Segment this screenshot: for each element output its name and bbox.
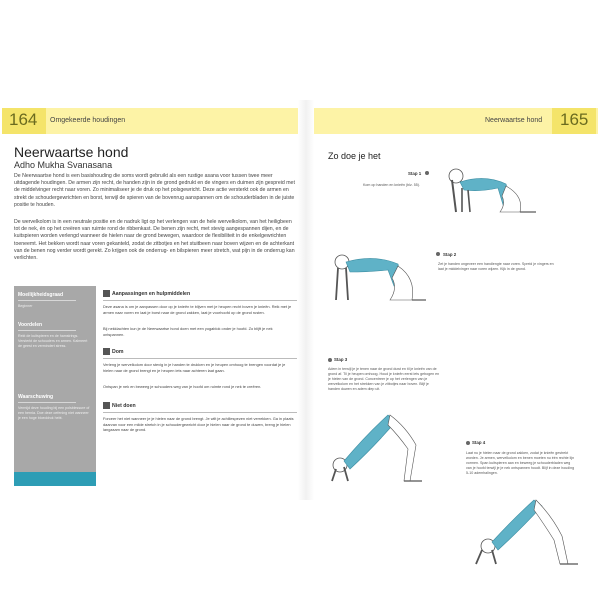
left-page-number: 164 bbox=[9, 110, 38, 129]
intro-paragraph-2: De wervelkolom is in een neutrale positie en de nadruk ligt op het verlengen van de hele wervelkolom, van het heiligbeen tot de nek, én op het creëren van ruimte rond de ribbenkast. De benen zijn recht, met stevig aangespannen dijen, en de kuitspieren worden verlengd wanneer de hielen naar de grond bewegen, waardoor de flexibiliteit in de enkelgewrichten toeneemt. Het bekken wordt naar voren gekanteld, zodat de zitbotjes en het stuitbeen naar boven wijzen en de achterkant van de benen nog verder wordt gerekt. Zo krijgen ook de onderrug- en bilspieren meer stretch, wat pijn in de onderrug kan verlichten. bbox=[14, 219, 295, 262]
step-1-dot bbox=[425, 171, 429, 175]
do-icon bbox=[103, 348, 110, 355]
sidebar-divider bbox=[18, 402, 76, 403]
sidebar-heading-difficulty: Moeilijkheidsgraad bbox=[18, 292, 64, 298]
step-3-figure-illustration bbox=[326, 405, 436, 485]
sidebar-text-benefits: Rekt de kuitspieren en de hamstrings. Versterkt de schouders en armen. Kalmeert de geest en vermindert stress. bbox=[18, 334, 88, 349]
section-text: Bij nekklachten kun je de Neerwaartse hond doen met een yogablok onder je hoofd. Zo blijft je nek ontspannen. bbox=[103, 326, 273, 337]
left-header-bar bbox=[2, 108, 298, 134]
sidebar-accent-strip bbox=[14, 472, 96, 486]
step-2-label: Stap 2 bbox=[443, 252, 457, 257]
section-divider bbox=[103, 412, 297, 413]
step-4-dot bbox=[466, 441, 470, 445]
sidebar-divider bbox=[18, 300, 76, 301]
step-2-text: Zet je handen ongeveer een handlengte naar voren. Spreid je vingers en laat je middelvinger naar voren wijzen. Kijk in de grond. bbox=[438, 262, 554, 271]
section-text: Ontspan je nek en beweeg je schouders weg van je hoofd om ruimte rond je nek te creëren. bbox=[103, 384, 262, 389]
left-section-title: Omgekeerde houdingen bbox=[50, 117, 126, 124]
page-subtitle: Adho Mukha Svanasana bbox=[14, 160, 113, 170]
section-text: Forceer het niet wanneer je je hielen naar de grond brengt. Je wilt je achillespezen niet verrekken. Ga in plaats daarvan voor een milde stretch in je schoudergewricht door je hielen naar de grond te duwen, breng je hielen langzaam naar de grond. bbox=[103, 416, 294, 433]
section-text: Verleng je wervelkolom door stevig in je handen te drukken en je heupen omhoog te brengen voordat je je hielen naar de grond brengt en je heupen iets naar achteren laat gaan. bbox=[103, 362, 286, 373]
sidebar-text-difficulty: Beginner bbox=[18, 304, 33, 308]
step-4-label: Stap 4 bbox=[472, 440, 486, 445]
sidebar-heading-warning: Waarschuwing bbox=[18, 394, 54, 400]
adjustments-icon bbox=[103, 290, 110, 297]
step-3-dot bbox=[328, 358, 332, 362]
info-sidebar bbox=[14, 286, 96, 472]
step-3-text: Adem in terwijl je je tenen naar de grond duwt en til je knieën van de grond af. Til je heupen omhoog. Houd je knieën eerst iets gebogen en je hielen van de grond. Concentreer je op het verlengen van je wervelkolom en het strekken van je zitbotjes naar boven. Blijf je handen duwen en adem diep uit. bbox=[328, 367, 440, 391]
right-page-number: 165 bbox=[560, 110, 589, 129]
sidebar-divider bbox=[18, 330, 76, 331]
page-title: Neerwaartse hond bbox=[14, 144, 129, 160]
instructions-heading: Zo doe je het bbox=[328, 151, 381, 161]
intro-paragraph-1: De Neerwaartse hond is een basishouding die soms wordt gebruikt als een rustige asana voor tussen twee meer uitdagende houdingen. De armen zijn recht, de handen zijn in de grond gedrukt en de vingers en duimen zijn gespreid met de middelvinger recht naar voren. Zo minimaliseer je de druk op het polsgewricht. Deze actie versterkt ook de armen en strekt de schoudergewrichten en borst, terwijl de spieren van de bovenrug aanspannen om de schouderbladen in de juiste positie te houden. bbox=[14, 173, 295, 208]
step-2-dot bbox=[436, 252, 440, 256]
sidebar-text-warning: Vermijd deze houding bij een polsblessure of een hernia. Doe deze oefening niet wanneer je een hoge bloeddruk hebt. bbox=[18, 406, 90, 421]
step-4-figure-illustration bbox=[472, 492, 582, 568]
right-section-title: Neerwaartse hond bbox=[485, 117, 543, 124]
section-heading-do: Dom bbox=[112, 349, 124, 355]
step-1-text: Kom op handen en knieën (blz. 55). bbox=[363, 183, 420, 187]
section-heading-adjustments: Aanpassingen en hulpmiddelen bbox=[112, 291, 191, 297]
step-2-figure-illustration bbox=[328, 248, 428, 306]
section-heading-dont: Niet doen bbox=[112, 403, 136, 409]
section-text: Deze asana is om je aanpassen door op je knieën te blijven met je heupen recht boven je knieën. Reik met je armen naar voren en laat je borst naar de grond zakken, laat je voorhoofd op de grond rusten. bbox=[103, 304, 292, 315]
step-1-label: Stap 1 bbox=[408, 171, 422, 176]
dont-icon bbox=[103, 402, 110, 409]
page-gutter bbox=[298, 100, 314, 500]
step-1-figure-illustration bbox=[440, 166, 540, 220]
section-divider bbox=[103, 358, 297, 359]
sidebar-heading-benefits: Voordelen bbox=[18, 322, 43, 328]
section-divider bbox=[103, 300, 297, 301]
step-3-label: Stap 3 bbox=[334, 357, 348, 362]
step-4-text: Laat nu je hielen naar de grond zakken, zodat je knieën gestrekt worden. Je armen, wervelkolom en benen moeten nu één rechte lijn vormen. Span kuitspieren aan en beweeg je schouderbladen weg van je hoofd terwijl je je nek ontspannen houdt. Blijf in deze houding 5-10 ademhalingen. bbox=[466, 451, 575, 475]
